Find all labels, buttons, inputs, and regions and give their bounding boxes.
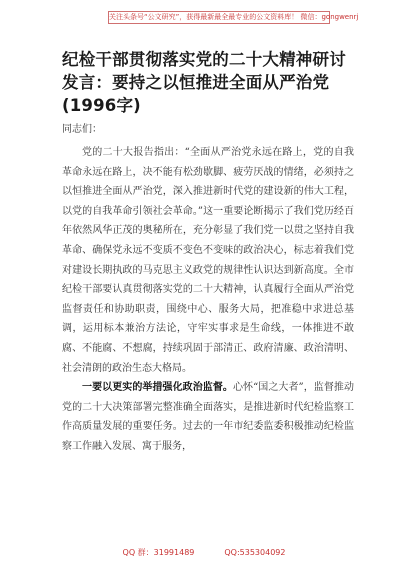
document-title: 纪检干部贯彻落实党的二十大精神研讨发言：要持之以恒推进全面从严治党(1996字) xyxy=(62,50,346,115)
section-1-lead: 一要以更实的举措强化政治监督。 xyxy=(82,382,233,394)
promo-banner-text: 关注头条号“公文研究”，获得最新最全最专业的公文资料库！ 微信：gongwenrj xyxy=(109,13,359,21)
promo-banner[interactable] xyxy=(108,11,359,24)
paragraph-1: 党的二十大报告指出：“全面从严治党永远在路上，党的自我革命永远在路上，决不能有松劲歇脚、疲劳厌战的情绪，必须持之以恒推进全面从严治党，深入推进新时代党的建设新的伟大工程，以党的自我革命引领社会革命。”这一重要论断揭示了我们党历经百年依然风华正茂的奥秘所在，充分彰显了我们党一以贯之坚持自我革命、确保党永远不变质不变色不变味的政治决心，标志着我们党对建设长期执政的马克思主义政党的规律性认识达到新高度。全市纪检干部要认真贯彻落实党的二十大精神，认真履行全面从严治党监督责任和协助职责，围绕中心、服务大局，把准稳中求进总基调，运用标本兼治方法论，守牢实事求是生命线，一体推进不敢腐、不能腐、不想腐，持续巩固于部清正、政府清廉、政治清明、社会清朗的政治生态大格局。 xyxy=(62,147,354,374)
footer-qq-contact[interactable]: QQ:535304092 xyxy=(224,548,286,557)
footer-contact xyxy=(0,547,408,559)
salutation: 同志们： xyxy=(62,124,102,135)
document-body xyxy=(62,143,354,457)
section-1-body: 心怀“国之大者”，监督推动党的二十大决策部署完整准确全面落实，是推进新时代纪检监察工作高质量发展的重要任务。过去的一年市纪委监委积极推动纪检监察工作融入发展、寓于服务， xyxy=(62,382,354,452)
section-1-paragraph xyxy=(62,378,354,456)
footer-qq-group[interactable]: QQ 群：31991489 xyxy=(122,548,195,557)
